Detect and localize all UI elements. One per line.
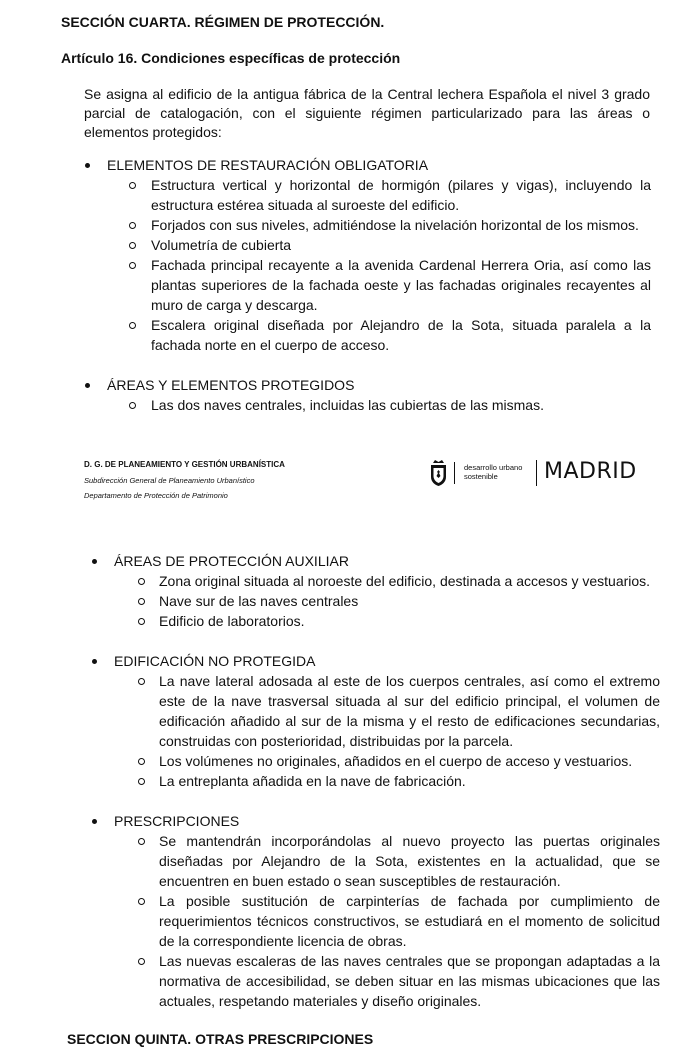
circle-bullet-icon <box>138 598 145 605</box>
list-item-text: Las dos naves centrales, incluidas las cubiertas de las mismas. <box>151 397 544 413</box>
bullet-heading-label: ÁREAS Y ELEMENTOS PROTEGIDOS <box>107 377 355 393</box>
footer-du-line2: sostenible <box>464 472 498 481</box>
list-item <box>92 611 652 631</box>
list-item-text: La entreplanta añadida en la nave de fabricación. <box>159 773 466 789</box>
list-item-text: Fachada principal recayente a la avenida Cardenal Herrera Oria, así como las plantas superiores de la fachada oeste y las fachadas originales recayentes al muro de carga y descarga. <box>151 257 651 313</box>
list-item <box>92 951 660 1011</box>
bullet-heading-label: ÁREAS DE PROTECCIÓN AUXILIAR <box>114 553 349 569</box>
block-proteccion-auxiliar <box>92 551 652 631</box>
list-item <box>92 831 660 891</box>
list-item-text: Escalera original diseñada por Alejandro de la Sota, situada paralela a la fachada norte en el cuerpo de acceso. <box>151 317 651 353</box>
list-item-text: Se mantendrán incorporándolas al nuevo proyecto las puertas originales diseñadas por Alejandro de la Sota, existentes en la actualidad, que se encuentren en buen estado o sean susceptibles de restauración. <box>159 833 660 889</box>
circle-bullet-icon <box>138 898 145 905</box>
list-item-text: Forjados con sus niveles, admitiéndose la nivelación horizontal de los mismos. <box>151 217 639 233</box>
sub-list <box>85 175 651 355</box>
circle-bullet-icon <box>138 758 145 765</box>
bullet-heading <box>92 651 660 671</box>
madrid-coat-of-arms-icon <box>430 460 447 486</box>
bullet-heading-label: PRESCRIPCIONES <box>114 813 240 829</box>
list-item-text: Volumetría de cubierta <box>151 237 292 253</box>
circle-bullet-icon <box>129 182 136 189</box>
list-item <box>85 255 651 315</box>
circle-bullet-icon <box>138 958 145 965</box>
bullet-dot-icon <box>85 383 90 388</box>
list-item-text: Edificio de laboratorios. <box>159 613 305 629</box>
footer-department: D. G. DE PLANEAMIENTO Y GESTIÓN URBANÍSTICA <box>84 460 285 469</box>
circle-bullet-icon <box>129 322 136 329</box>
circle-bullet-icon <box>138 678 145 685</box>
block-restauracion-obligatoria <box>85 155 651 355</box>
circle-bullet-icon <box>138 838 145 845</box>
list-item <box>92 891 660 951</box>
sub-list <box>85 395 651 415</box>
sub-list <box>92 671 660 791</box>
list-item <box>85 235 651 255</box>
bullet-dot-icon <box>92 659 97 664</box>
list-item-text: La posible sustitución de carpinterías de fachada por cumplimiento de requerimientos técnicos constructivos, se estudiará en el momento de solicitud de la correspondiente licencia de obras. <box>159 893 660 949</box>
circle-bullet-icon <box>129 242 136 249</box>
list-item <box>85 215 651 235</box>
footer-subdirection: Subdirección General de Planeamiento Urbanístico <box>84 476 255 485</box>
list-item <box>92 571 652 591</box>
list-item-text: Zona original situada al noroeste del edificio, destinada a accesos y vestuarios. <box>159 573 651 589</box>
footer-office: Departamento de Protección de Patrimonio <box>84 491 228 500</box>
list-item <box>92 751 660 771</box>
block-prescripciones <box>92 811 660 1011</box>
list-item-text: Estructura vertical y horizontal de hormigón (pilares y vigas), incluyendo la estructura estérea situada al suroeste del edificio. <box>151 177 651 213</box>
list-item-text: La nave lateral adosada al este de los cuerpos centrales, así como el extremo este de la nave trasversal situada al sur del edificio principal, el volumen de edificación añadido al sur de la misma y el resto de edificaciones secundarias, construidas con posterioridad, distribuidas por la parcela. <box>159 673 660 749</box>
list-item <box>85 175 651 215</box>
bullet-heading <box>85 375 651 395</box>
footer-du-line1: desarrollo urbano <box>464 463 523 472</box>
intro-paragraph: Se asigna al edificio de la antigua fábrica de la Central lechera Española el nivel 3 grado parcial de catalogación, con el siguiente régimen particularizado para las áreas o elementos protegidos: <box>84 86 650 140</box>
article-title: Artículo 16. Condiciones específicas de protección <box>61 50 401 66</box>
bullet-dot-icon <box>85 163 90 168</box>
bullet-heading-label: EDIFICACIÓN NO PROTEGIDA <box>114 653 316 669</box>
circle-bullet-icon <box>129 402 136 409</box>
list-item-text: Los volúmenes no originales, añadidos en el cuerpo de acceso y vestuarios. <box>159 753 633 769</box>
footer-divider <box>536 460 537 486</box>
bullet-heading <box>85 155 651 175</box>
next-section-heading: SECCION QUINTA. OTRAS PRESCRIPCIONES <box>67 1031 374 1047</box>
footer-du-label <box>464 463 522 481</box>
block-elementos-protegidos <box>85 375 651 415</box>
list-item <box>85 315 651 355</box>
section-title: SECCIÓN CUARTA. RÉGIMEN DE PROTECCIÓN. <box>61 14 385 30</box>
list-item <box>85 395 651 415</box>
circle-bullet-icon <box>129 262 136 269</box>
footer-divider <box>454 462 455 484</box>
list-item <box>92 591 652 611</box>
list-item <box>92 771 660 791</box>
circle-bullet-icon <box>138 778 145 785</box>
list-item <box>92 671 660 751</box>
circle-bullet-icon <box>129 222 136 229</box>
circle-bullet-icon <box>138 618 145 625</box>
list-item-text: Nave sur de las naves centrales <box>159 593 359 609</box>
bullet-dot-icon <box>92 819 97 824</box>
bullet-heading <box>92 551 652 571</box>
circle-bullet-icon <box>138 578 145 585</box>
bullet-heading-label: ELEMENTOS DE RESTAURACIÓN OBLIGATORIA <box>107 157 429 173</box>
page-footer <box>84 460 644 510</box>
bullet-dot-icon <box>92 559 97 564</box>
bullet-heading <box>92 811 660 831</box>
block-edificacion-no-protegida <box>92 651 660 791</box>
list-item-text: Las nuevas escaleras de las naves centrales que se propongan adaptadas a la normativa de accesibilidad, se deben situar en las mismas ubicaciones que las actuales, respetando materiales y diseño originales. <box>159 953 660 1009</box>
sub-list <box>92 831 660 1011</box>
sub-list <box>92 571 652 631</box>
madrid-logo-text: MADRID <box>544 459 637 484</box>
